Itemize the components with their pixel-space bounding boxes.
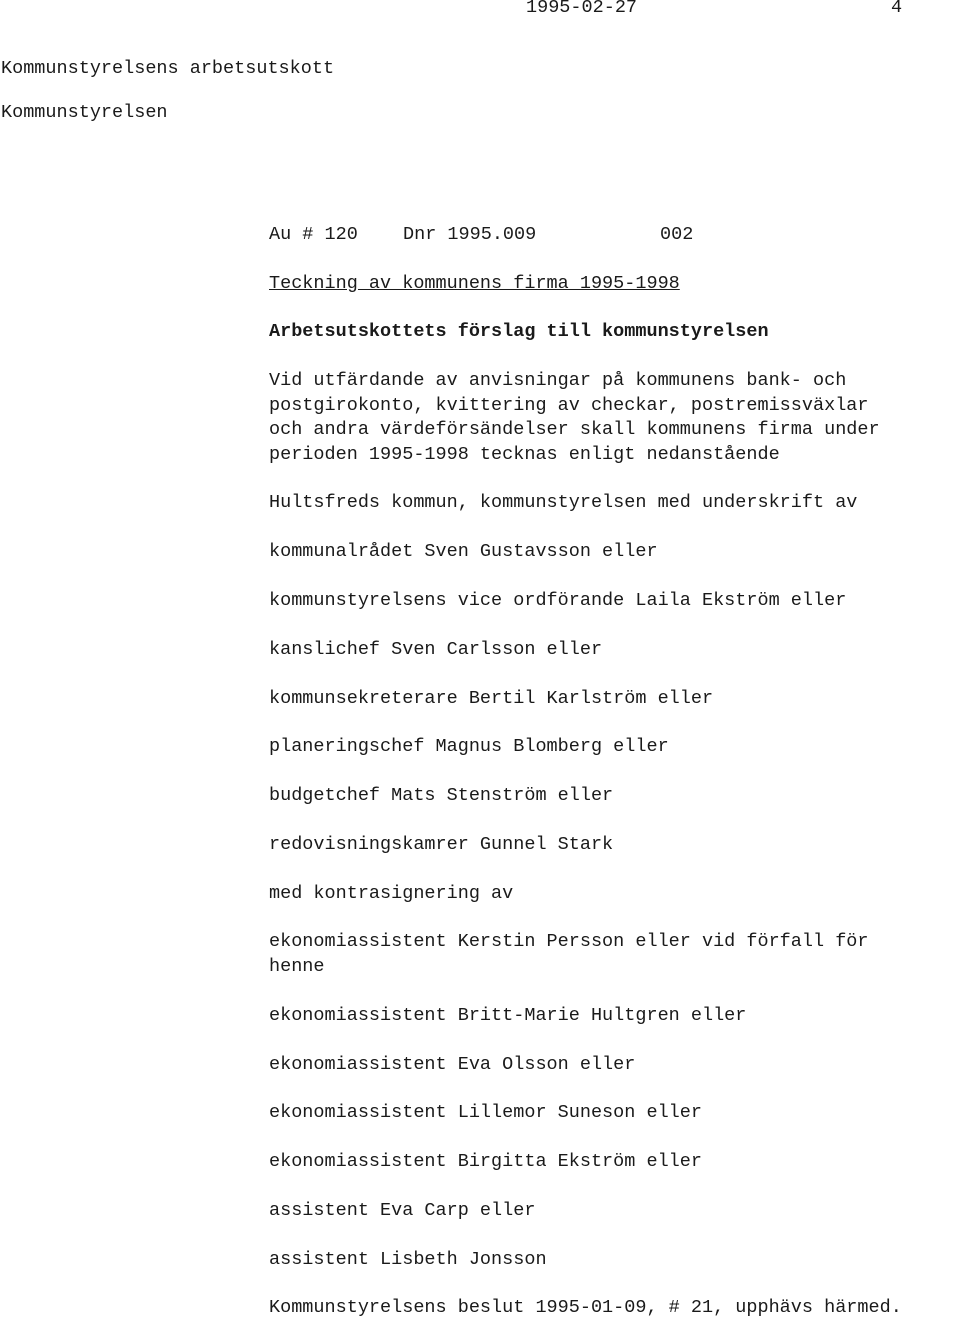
- signer-item: planeringschef Magnus Blomberg eller: [269, 736, 669, 757]
- intro-line: perioden 1995-1998 tecknas enligt nedanstående: [269, 444, 780, 465]
- diary-number: Dnr 1995.009: [403, 224, 537, 245]
- signer-item: kommunstyrelsens vice ordförande Laila Ekström eller: [269, 590, 847, 611]
- intro-line: postgirokonto, kvittering av checkar, postremissväxlar: [269, 395, 869, 416]
- intro-line: Vid utfärdande av anvisningar på kommunens bank- och: [269, 370, 847, 391]
- org-line-kommunstyrelsen: Kommunstyrelsen: [1, 102, 168, 123]
- page-number: 4: [891, 0, 903, 18]
- countersigner-item: ekonomiassistent Birgitta Ekström eller: [269, 1151, 702, 1172]
- countersigner-item: assistent Lisbeth Jonsson: [269, 1249, 547, 1270]
- au-number: Au # 120: [269, 224, 358, 245]
- signer-item: kanslichef Sven Carlsson eller: [269, 639, 603, 660]
- countersigner-item: ekonomiassistent Britt-Marie Hultgren eller: [269, 1005, 747, 1026]
- closing-statement: Kommunstyrelsens beslut 1995-01-09, # 21, upphävs härmed.: [269, 1297, 902, 1318]
- countersigner-item: ekonomiassistent Eva Olsson eller: [269, 1054, 636, 1075]
- countersign-intro: med kontrasignering av: [269, 883, 514, 904]
- item-title: Teckning av kommunens firma 1995-1998: [269, 273, 680, 294]
- org-line-arbetsutskott: Kommunstyrelsens arbetsutskott: [1, 58, 335, 79]
- countersigner-item: ekonomiassistent Kerstin Persson eller vid förfall för: [269, 931, 869, 952]
- intro-line: och andra värdeförsändelser skall kommunens firma under: [269, 419, 880, 440]
- signer-item: redovisningskamrer Gunnel Stark: [269, 834, 614, 855]
- signer-item: kommunsekreterare Bertil Karlström eller: [269, 688, 714, 709]
- signer-item: budgetchef Mats Stenström eller: [269, 785, 614, 806]
- proposal-heading: Arbetsutskottets förslag till kommunstyrelsen: [269, 321, 769, 342]
- countersigner-item: assistent Eva Carp eller: [269, 1200, 536, 1221]
- signers-intro: Hultsfreds kommun, kommunstyrelsen med underskrift av: [269, 492, 858, 513]
- signer-item: kommunalrådet Sven Gustavsson eller: [269, 541, 658, 562]
- countersigner-item-continuation: henne: [269, 956, 325, 977]
- countersigner-item: ekonomiassistent Lillemor Suneson eller: [269, 1102, 702, 1123]
- item-code: 002: [660, 224, 694, 245]
- document-date: 1995-02-27: [526, 0, 638, 18]
